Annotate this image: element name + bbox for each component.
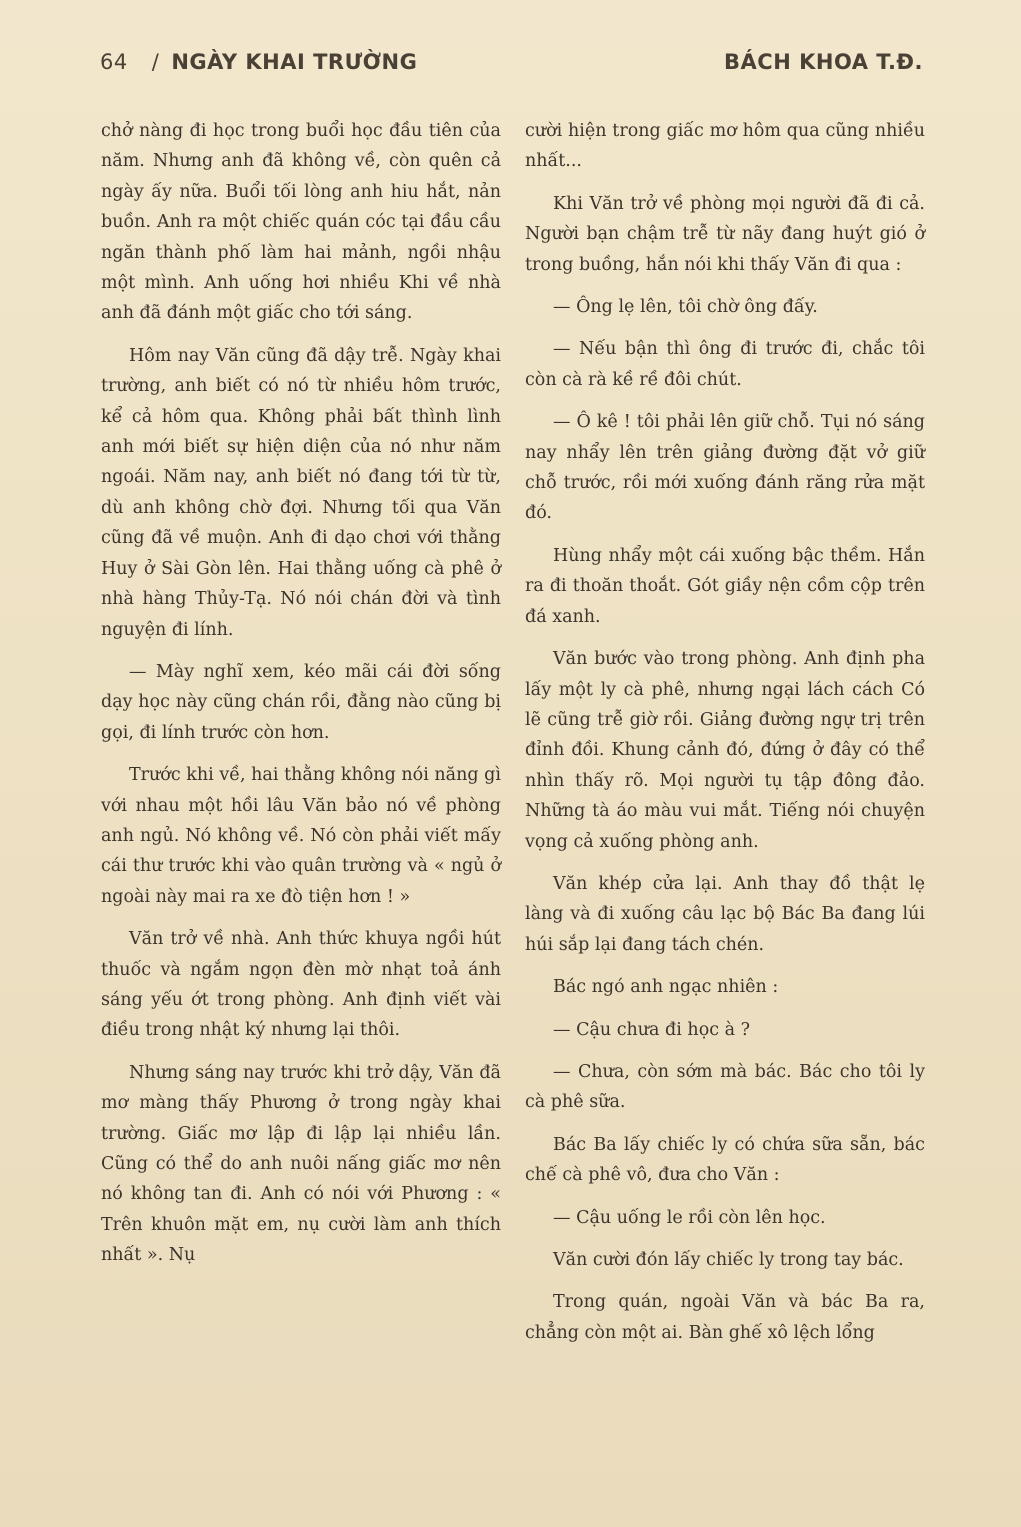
dialogue-paragraph: — Cậu chưa đi học à ? xyxy=(553,1019,750,1040)
dialogue-paragraph: — Ô kê ! tôi phải lên giữ chỗ. Tụi nó sáng nay nhẩy lên trên giảng đường đặt vở giữ chỗ trước, rồi mới xuống đánh răng rửa mặt đó. xyxy=(525,412,925,524)
section-title: NGÀY KHAI TRƯỜNG xyxy=(171,50,418,74)
right-text-column xyxy=(525,116,925,1360)
dialogue-paragraph: — Nếu bận thì ông đi trước đi, chắc tôi còn cà rà kề rề đôi chút. xyxy=(525,339,925,390)
header-left xyxy=(100,50,417,74)
paragraph: Văn bước vào trong phòng. Anh định pha lấy một ly cà phê, nhưng ngại lách cách Có lẽ cũng trễ giờ rồi. Giảng đường ngự trị trên đỉnh đồi. Khung cảnh đó, đứng ở đây có thể nhìn thấy rõ. Mọi người tụ tập đông đảo. Những tà áo màu vui mắt. Tiếng nói chuyện vọng cả xuống phòng anh. xyxy=(525,649,925,852)
paragraph: Bác ngó anh ngạc nhiên : xyxy=(553,977,779,998)
page-header xyxy=(100,50,923,86)
paragraph: Hùng nhẩy một cái xuống bậc thềm. Hắn ra đi thoăn thoắt. Gót giầy nện cồm cộp trên đá xanh. xyxy=(525,545,925,627)
page-number: 64 xyxy=(100,50,128,74)
dialogue-paragraph: — Mày nghĩ xem, kéo mãi cái đời sống dạy học này cũng chán rồi, đằng nào cũng bị gọi, đi lính trước còn hơn. xyxy=(101,661,501,743)
header-separator: / xyxy=(151,50,160,74)
dialogue-paragraph: — Chưa, còn sớm mà bác. Bác cho tôi ly cà phê sữa. xyxy=(525,1061,925,1113)
publication-name: BÁCH KHOA T.Đ. xyxy=(724,50,923,74)
dialogue-paragraph: — Ông lẹ lên, tôi chờ ông đấy. xyxy=(553,297,818,318)
paragraph: Trong quán, ngoài Văn và bác Ba ra, chẳng còn một ai. Bàn ghế xô lệch lổng xyxy=(525,1292,925,1343)
paragraph: Bác Ba lấy chiếc ly có chứa sữa sẵn, bác chế cà phê vô, đưa cho Văn : xyxy=(525,1134,925,1186)
left-text-column xyxy=(101,116,501,1283)
paragraph: chở nàng đi học trong buổi học đầu tiên của năm. Nhưng anh đã không về, còn quên cả ngày ấy nữa. Buổi tối lòng anh hiu hắt, nản buồn. Anh ra một chiếc quán cóc tại đầu cầu ngăn thành phố làm hai mảnh, ngồi nhậu một mình. Anh uống hơi nhiều Khi về nhà anh đã đánh một giấc cho tới sáng. xyxy=(101,121,501,324)
paragraph: cười hiện trong giấc mơ hôm qua cũng nhiều nhất... xyxy=(525,121,925,172)
dialogue-paragraph: — Cậu uống le rồi còn lên học. xyxy=(553,1207,826,1228)
paragraph: Văn khép cửa lại. Anh thay đồ thật lẹ làng và đi xuống câu lạc bộ Bác Ba đang lúi húi sắp lại đang tách chén. xyxy=(525,873,925,955)
paragraph: Văn trở về nhà. Anh thức khuya ngồi hút thuốc và ngắm ngọn đèn mờ nhạt toả ánh sáng yếu ớt trong phòng. Anh định viết vài điều trong nhật ký nhưng lại thôi. xyxy=(101,929,501,1041)
paragraph: Trước khi về, hai thằng không nói năng gì với nhau một hồi lâu Văn bảo nó về phòng anh ngủ. Nó không về. Nó còn phải viết mấy cái thư trước khi vào quân trường và « ngủ ở ngoài này mai ra xe đò tiện hơn ! » xyxy=(101,765,501,907)
paragraph: Nhưng sáng nay trước khi trở dậy, Văn đã mơ màng thấy Phương ở trong ngày khai trường. Giấc mơ lập đi lập lại nhiều lần. Cũng có thể do anh nuôi nấng giấc mơ nên nó không tan đi. Anh có nói với Phương : « Trên khuôn mặt em, nụ cười làm anh thích nhất ». Nụ xyxy=(101,1062,501,1266)
paragraph: Văn cười đón lấy chiếc ly trong tay bác. xyxy=(553,1250,904,1270)
paragraph: Hôm nay Văn cũng đã dậy trễ. Ngày khai trường, anh biết có nó từ nhiều hôm trước, kể cả hôm qua. Không phải bất thình lình anh mới biết sự hiện diện của nó như năm ngoái. Năm nay, anh biết nó đang tới từ từ, dù anh không chờ đợi. Nhưng tối qua Văn cũng đã về muộn. Anh đi dạo chơi với thằng Huy ở Sài Gòn lên. Hai thằng uống cà phê ở nhà hàng Thủy-Tạ. Nó nói chán đời và tình nguyện đi lính. xyxy=(101,345,501,640)
paragraph: Khi Văn trở về phòng mọi người đã đi cả. Người bạn chậm trễ từ nãy đang huýt gió ở trong buồng, hắn nói khi thấy Văn đi qua : xyxy=(525,193,925,275)
